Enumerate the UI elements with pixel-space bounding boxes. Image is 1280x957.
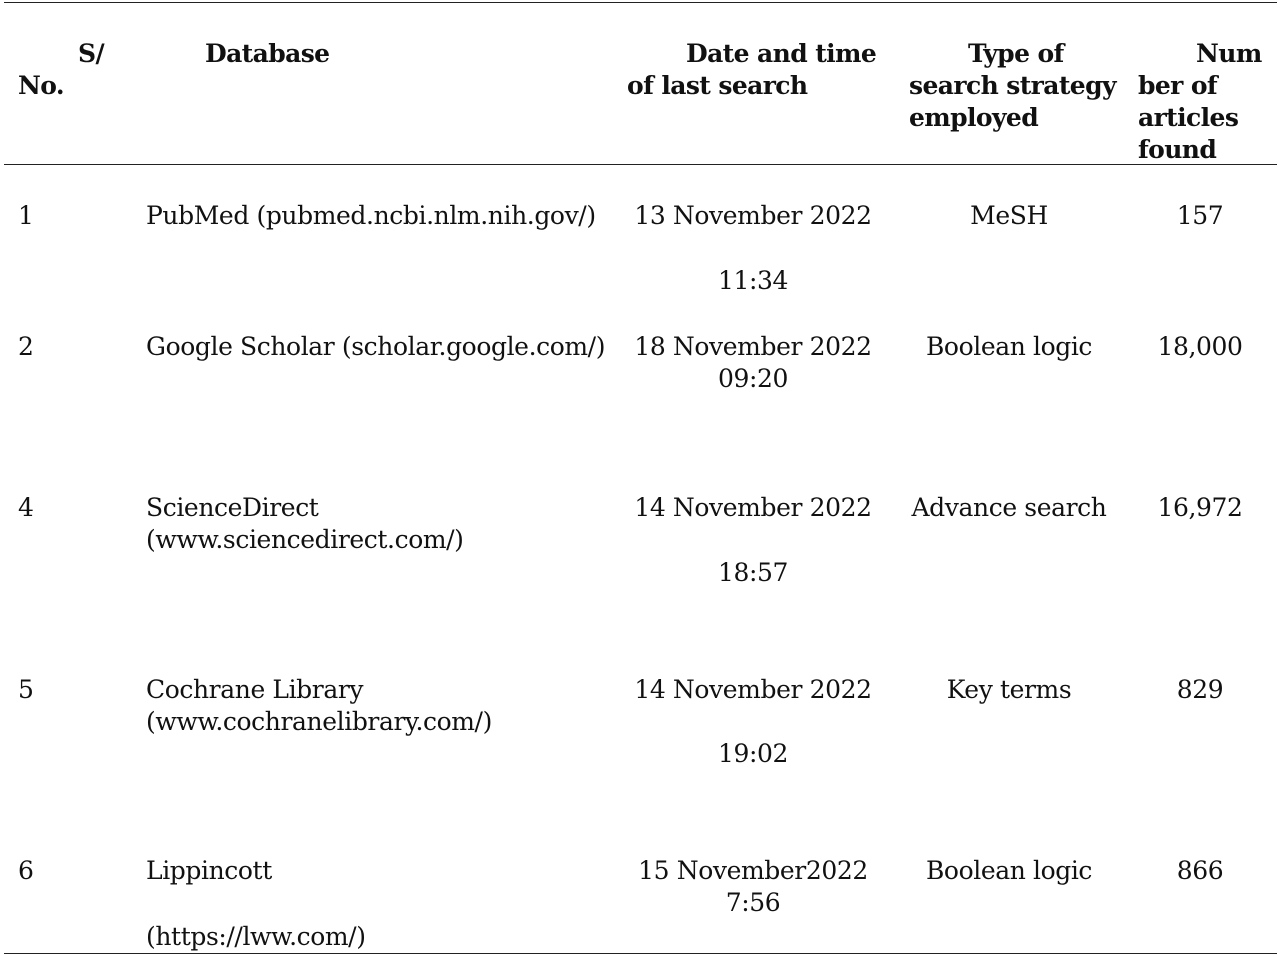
header-type-line1: Type of — [968, 39, 1064, 68]
header-count-line3: articles — [1138, 103, 1239, 132]
cell-time: 19:02 — [717, 739, 789, 768]
header-rule — [4, 164, 1277, 165]
header-count-line2: ber of — [1138, 71, 1218, 100]
cell-time: 7:56 — [725, 888, 781, 917]
cell-count: 18,000 — [1157, 332, 1243, 361]
cell-strategy: Key terms — [946, 675, 1072, 704]
cell-count: 16,972 — [1157, 493, 1243, 522]
cell-sno: 6 — [18, 856, 34, 885]
cell-date: 15 November2022 — [638, 856, 868, 885]
cell-strategy: Advance search — [911, 493, 1107, 522]
cell-database: ScienceDirect — [146, 493, 319, 522]
cell-count: 866 — [1176, 856, 1224, 885]
cell-database: Lippincott — [146, 856, 272, 885]
header-count-line4: found — [1138, 135, 1217, 164]
cell-strategy: Boolean logic — [925, 856, 1093, 885]
cell-sno: 4 — [18, 493, 34, 522]
cell-database-url: (www.cochranelibrary.com/) — [146, 707, 492, 736]
cell-strategy: Boolean logic — [925, 332, 1093, 361]
cell-sno: 5 — [18, 675, 34, 704]
cell-count: 829 — [1176, 675, 1224, 704]
cell-database: PubMed (pubmed.ncbi.nlm.nih.gov/) — [146, 201, 596, 230]
cell-time: 09:20 — [717, 364, 789, 393]
cell-time: 11:34 — [717, 266, 789, 295]
cell-date: 14 November 2022 — [634, 493, 872, 522]
cell-database: Cochrane Library — [146, 675, 364, 704]
cell-date: 13 November 2022 — [634, 201, 872, 230]
cell-date: 18 November 2022 — [634, 332, 872, 361]
cell-database-url: (www.sciencedirect.com/) — [146, 525, 464, 554]
header-date-line2: of last search — [627, 71, 808, 100]
cell-database-url: (https://lww.com/) — [146, 922, 366, 951]
header-date-line1: Date and time — [686, 39, 877, 68]
header-sno-line2: No. — [18, 71, 64, 100]
cell-date: 14 November 2022 — [634, 675, 872, 704]
header-type-line3: employed — [909, 103, 1039, 132]
header-sno-line1: S/ — [78, 39, 104, 68]
header-count-line1: Num — [1196, 39, 1262, 68]
cell-database: Google Scholar (scholar.google.com/) — [146, 332, 606, 361]
table-top-rule — [4, 2, 1277, 3]
cell-count: 157 — [1176, 201, 1224, 230]
cell-time: 18:57 — [717, 558, 789, 587]
cell-strategy: MeSH — [970, 201, 1048, 230]
header-type-line2: search strategy — [909, 71, 1116, 100]
header-database: Database — [205, 39, 330, 68]
table-bottom-rule — [4, 953, 1277, 954]
cell-sno: 2 — [18, 332, 34, 361]
cell-sno: 1 — [18, 201, 34, 230]
